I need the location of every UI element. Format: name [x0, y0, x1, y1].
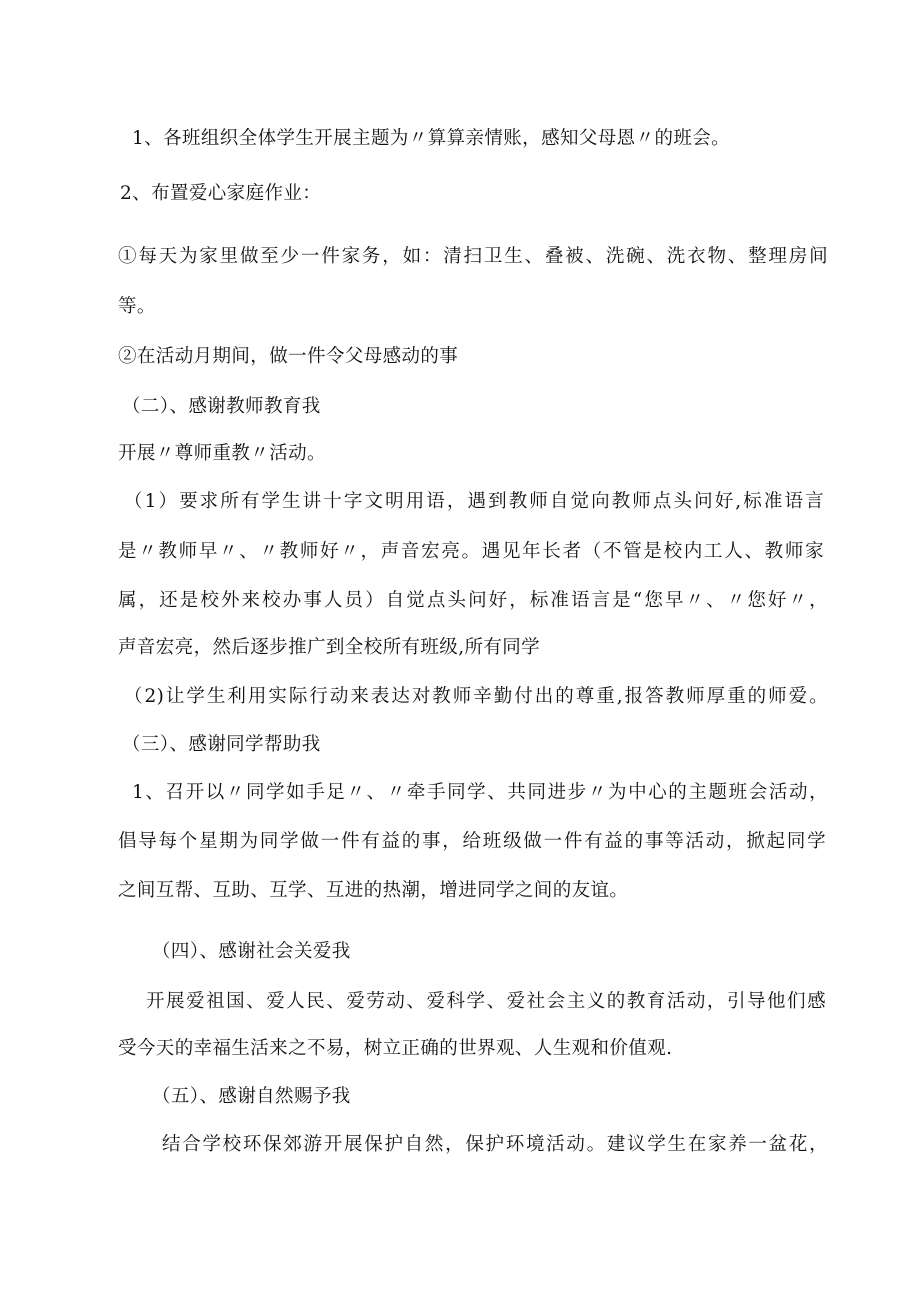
- homework-item-1-line-1: ①每天为家里做至少一件家务，如：清扫卫生、叠被、洗碗、洗衣物、整理房间: [118, 246, 828, 267]
- section-3-item-1-line-2: 倡导每个星期为同学做一件有益的事，给班级做一件有益的事等活动，掀起同学: [118, 831, 826, 852]
- homework-item-2: ②在活动月期间，做一件令父母感动的事: [118, 346, 459, 367]
- section-2-item-2: （2)让学生利用实际行动来表达对教师辛勤付出的尊重,报答教师厚重的师爱。: [124, 686, 828, 707]
- section-4-line-2: 受今天的幸福生活来之不易，树立正确的世界观、人生观和价值观.: [118, 1038, 673, 1059]
- section-3-item-1-line-1: 1、召开以〃同学如手足〃、〃牵手同学、共同进步〃为中心的主题班会活动，: [132, 782, 828, 803]
- section-heading-3: （三）、感谢同学帮助我: [122, 734, 321, 755]
- section-2-item-1-line-4: 声音宏亮，然后逐步推广到全校所有班级,所有同学: [118, 637, 541, 658]
- section-2-item-1-line-1: （1）要求所有学生讲十字文明用语，遇到教师自觉向教师点头问好,标准语言: [124, 491, 824, 512]
- paragraph-class-meeting: 1、各班组织全体学生开展主题为〃算算亲情账，感知父母恩〃的班会。: [132, 128, 731, 149]
- paragraph-homework-heading: 2、布置爱心家庭作业：: [120, 183, 322, 204]
- homework-item-1-line-2: 等。: [118, 296, 156, 317]
- section-3-item-1-line-3: 之间互帮、互助、互学、互进的热潮，增进同学之间的友谊。: [118, 880, 629, 901]
- section-heading-5: （五）、感谢自然赐予我: [152, 1086, 351, 1107]
- section-4-line-1: 开展爱祖国、爱人民、爱劳动、爱科学、爱社会主义的教育活动，引导他们感: [146, 991, 826, 1012]
- section-heading-2: （二）、感谢教师教育我: [122, 396, 321, 417]
- section-2-activity: 开展〃尊师重教〃活动。: [118, 443, 326, 464]
- section-heading-4: （四）、感谢社会关爱我: [152, 941, 351, 962]
- section-5-line-1: 结合学校环保郊游开展保护自然，保护环境活动。建议学生在家养一盆花，: [162, 1134, 828, 1155]
- section-2-item-1-line-3: 属，还是校外来校办事人员）自觉点头问好，标准语言是“您早〃、〃您好〃，: [118, 590, 828, 611]
- section-2-item-1-line-2: 是〃教师早〃、〃教师好〃，声音宏亮。遇见年长者（不管是校内工人、教师家: [118, 541, 824, 562]
